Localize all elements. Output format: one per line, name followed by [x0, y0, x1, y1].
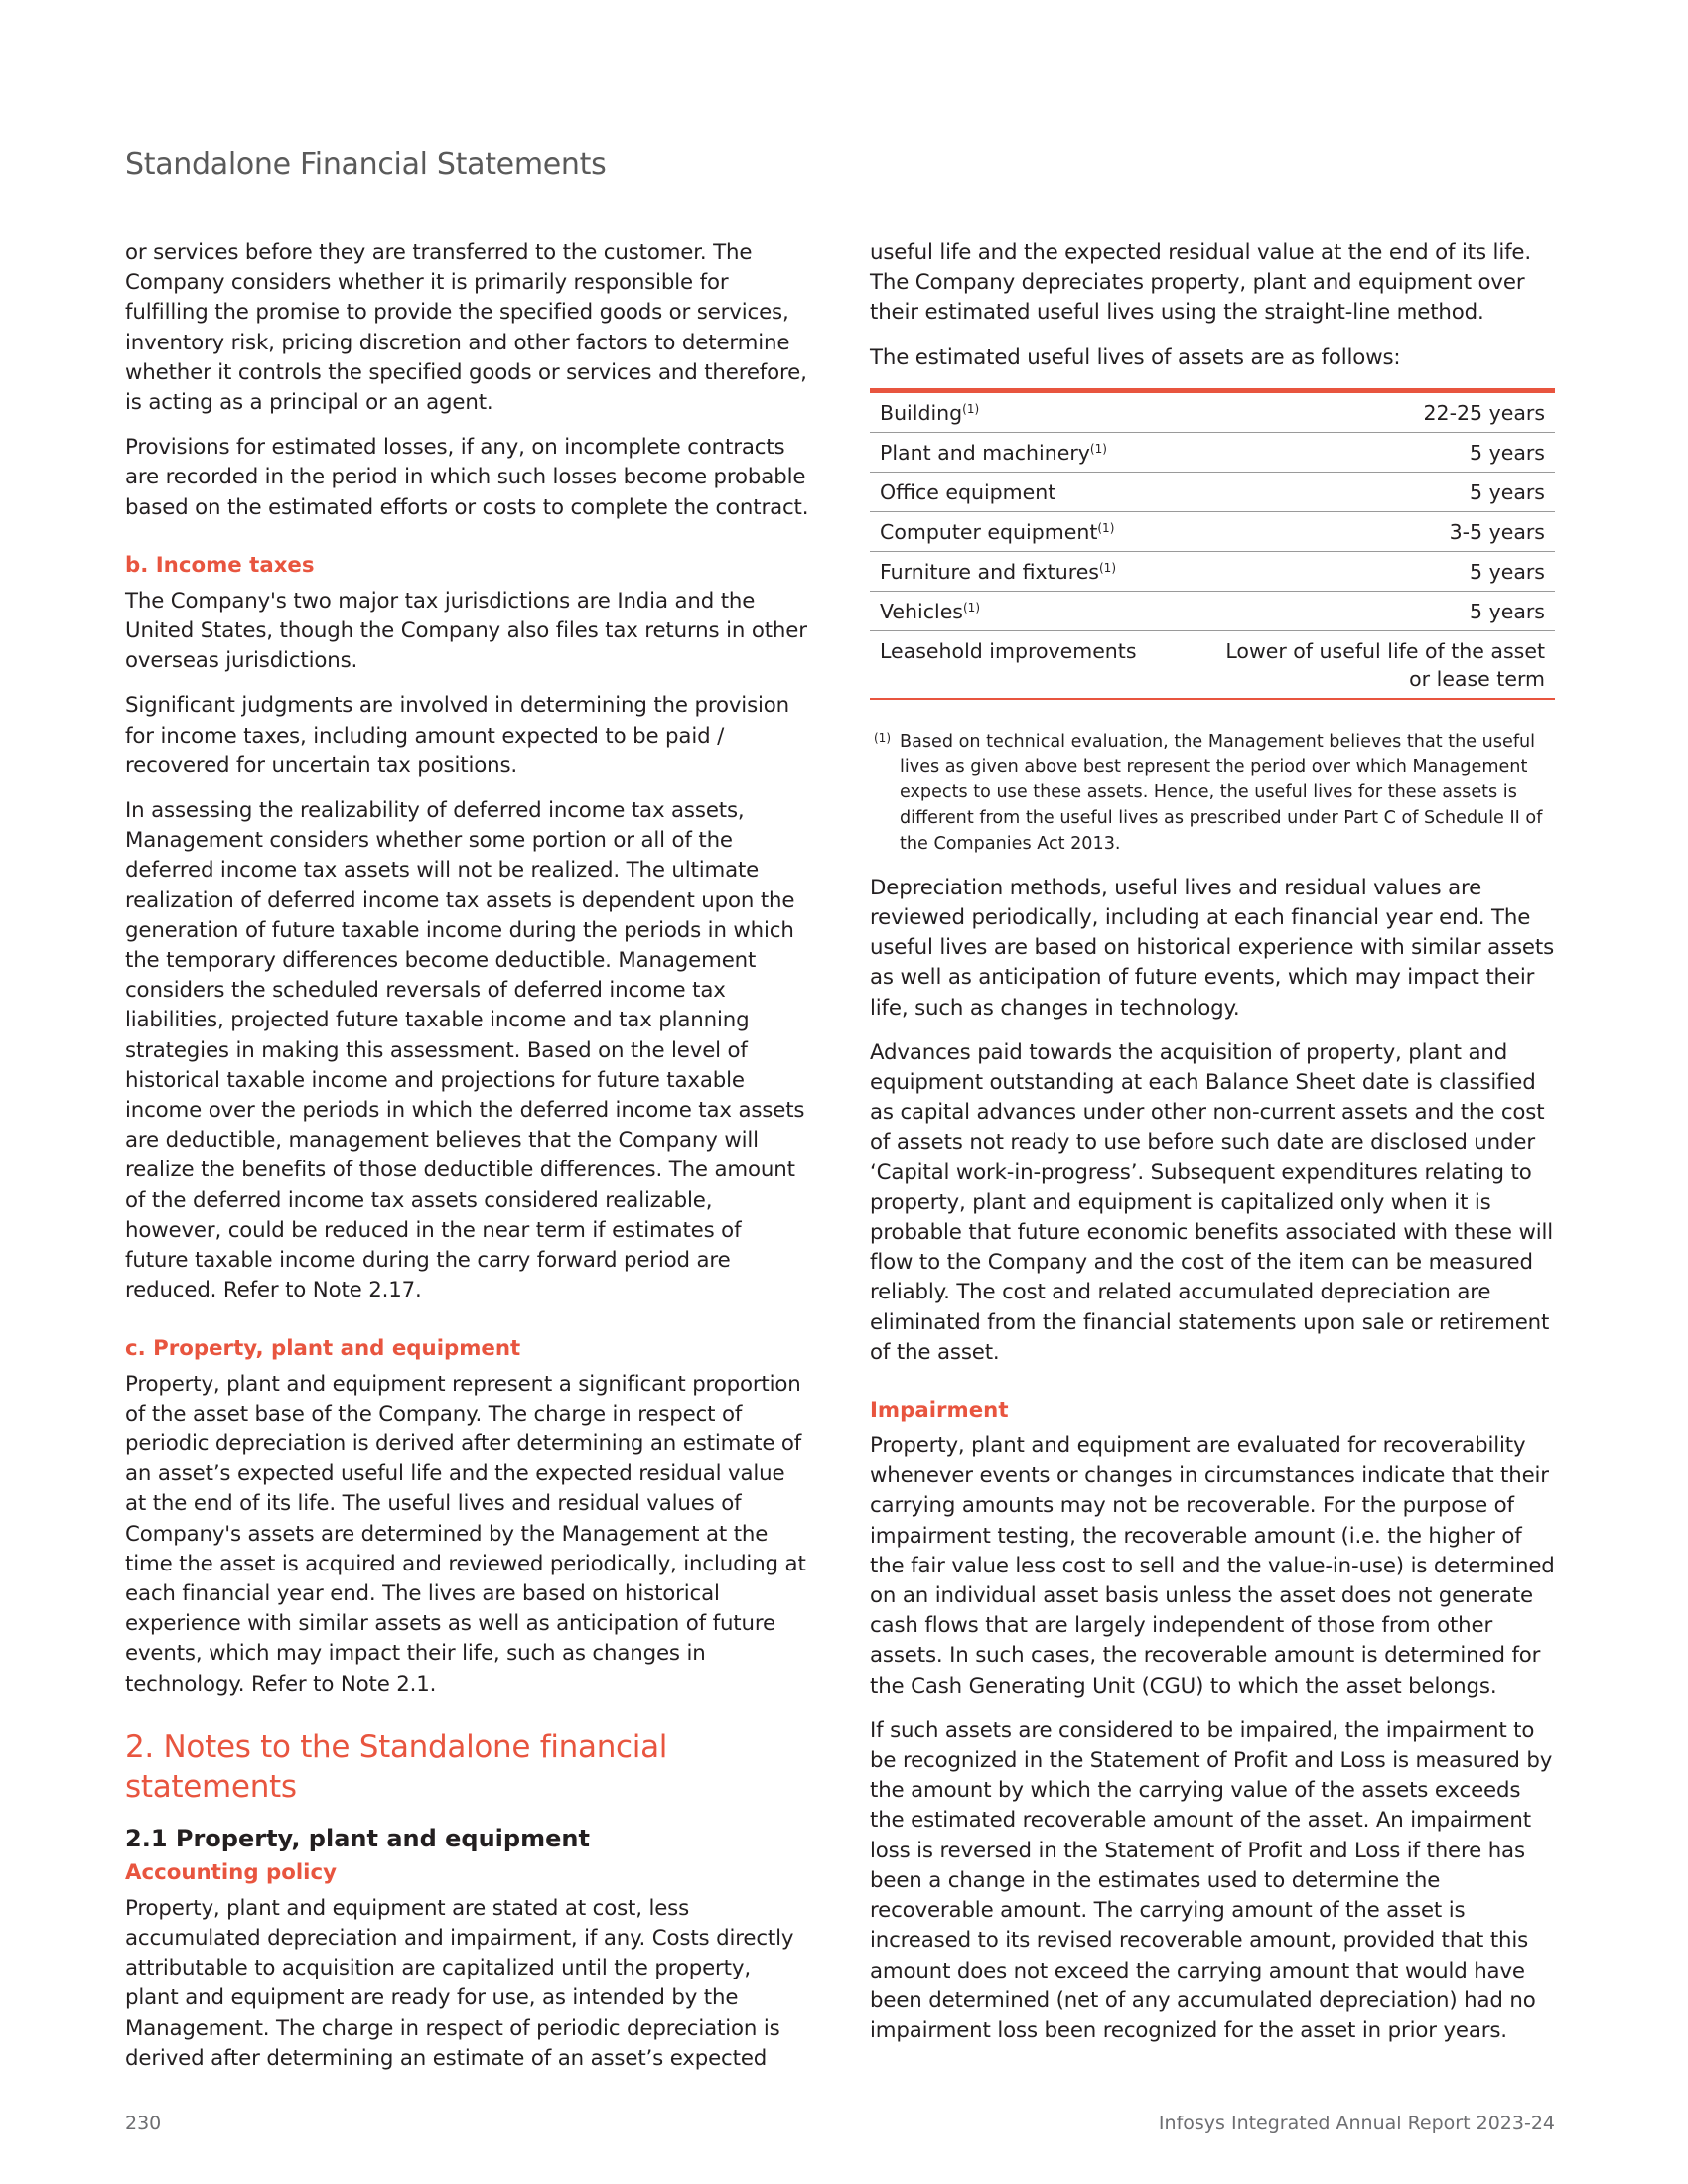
- paragraph: or services before they are transferred to the customer. The Company considers whether it is primarily responsible for fulfilling the promise to provide the specified goods or services, inventory risk, pricing discretion and other factors to determine whether it controls the specified goods or services and therefore, is acting as a principal or an agent.: [125, 240, 807, 416]
- left-column: [125, 238, 810, 2089]
- footer-report-title: Infosys Integrated Annual Report 2023-24: [1158, 2113, 1555, 2134]
- page-number: 230: [125, 2113, 162, 2134]
- paragraph: Property, plant and equipment are evaluated for recoverability whenever events or changes in circumstances indicate that their carrying amounts may not be recoverable. For the purpose of impairment testing, the recoverable amount (i.e. the higher of the fair value less cost to sell and the value-in-use) is determined on an individual asset basis unless the asset does not generate cash flows that are largely independent of those from other assets. In such cases, the recoverable amount is determined for the Cash Generating Unit (CGU) to which the asset belongs.: [870, 1433, 1555, 1699]
- page-header-title: Standalone Financial Statements: [125, 147, 607, 182]
- asset-cell: Vehicles$^{(1)}$: [870, 591, 1207, 630]
- life-cell: 5 years: [1207, 551, 1555, 591]
- table-row: [870, 551, 1555, 591]
- section-heading-ppe: c. Property, plant and equipment: [125, 1335, 521, 1361]
- asset-cell: Building$^{(1)}$: [870, 390, 1207, 432]
- life-cell: 22-25 years: [1207, 390, 1555, 432]
- paragraph: Significant judgments are involved in determining the provision for income taxes, including amount expected to be paid / recovered for uncertain tax positions.: [125, 693, 790, 778]
- footnote-mark: (1): [874, 730, 891, 745]
- asset-cell: Office equipment: [870, 472, 1207, 511]
- table-row: [870, 432, 1555, 472]
- asset-cell: Leasehold improvements: [880, 638, 1137, 663]
- life-cell: 5 years: [1207, 432, 1555, 472]
- table-footnote: [870, 730, 1555, 858]
- asset-cell: Plant and machinery$^{(1)}$: [870, 432, 1207, 472]
- paragraph: Advances paid towards the acquisition of property, plant and equipment outstanding at each Balance Sheet date is classified as capital advances under other non-current assets and the cost of assets not ready to use before such date are disclosed under ‘Capital work-in-progress’. Subsequent expenditures relating to property, plant and equipment is capitalized only when it is probable that future economic benefits associated with these will flow to the Company and the cost of the item can be measured reliably. The cost and related accumulated depreciation are eliminated from the financial statements upon sale or retirement of the asset.: [870, 1039, 1554, 1365]
- table-row: [870, 630, 1555, 699]
- paragraph: The Company's two major tax jurisdictions are India and the United States, though the Company also files tax returns in other overseas jurisdictions.: [125, 588, 807, 674]
- asset-cell: Furniture and fixtures$^{(1)}$: [870, 551, 1207, 591]
- paragraph: Property, plant and equipment represent a significant proportion of the asset base of the Company. The charge in respect of periodic depreciation is derived after determining an estimate of an asset’s expected useful life and the expected residual value at the end of its life. The useful lives and residual values of Company's assets are determined by the Management at the time the asset is acquired and reviewed periodically, including at each financial year end. The lives are based on historical experience with similar assets as well as anticipation of future events, which may impact their life, such as changes in technology. Refer to Note 2.1.: [125, 1371, 806, 1697]
- useful-lives-table: [870, 388, 1555, 700]
- footnote-text: Based on technical evaluation, the Management believes that the useful lives as given above best represent the period over which Management expects to use these assets. Hence, the useful lives for these assets is different from the useful lives as prescribed under Part C of Schedule II of the Companies Act 2013.: [900, 731, 1543, 854]
- table-row: [870, 472, 1555, 511]
- section-heading-income-taxes: b. Income taxes: [125, 552, 315, 578]
- table-row: [870, 591, 1555, 630]
- section-heading-impairment: Impairment: [870, 1398, 1009, 1424]
- right-column: [870, 238, 1555, 2061]
- life-cell: Lower of useful life of the asset or lease term: [1225, 638, 1545, 691]
- paragraph: Provisions for estimated losses, if any, on incomplete contracts are recorded in the period in which such losses become probable based on the estimated efforts or costs to complete the contract.: [125, 435, 809, 520]
- paragraph: If such assets are considered to be impaired, the impairment to be recognized in the Statement of Profit and Loss is measured by the amount by which the carrying value of the assets exceeds the estimated recoverable amount of the asset. An impairment loss is reversed in the Statement of Profit and Loss if there has been a change in the estimates used to determine the recoverable amount. The carrying amount of the asset is increased to its revised recoverable amount, provided that this amount does not exceed the carrying amount that would have been determined (net of any accumulated depreciation) had no impairment loss been recognized for the asset in prior years.: [870, 1717, 1553, 2043]
- life-cell: 5 years: [1207, 591, 1555, 630]
- life-cell: 5 years: [1207, 472, 1555, 511]
- paragraph: Property, plant and equipment are stated at cost, less accumulated depreciation and impairment, if any. Costs directly attributable to acquisition are capitalized until the property, plant and equipment are ready for use, as intended by the Management. The charge in respect of periodic depreciation is derived after determining an estimate of an asset’s expected: [125, 1895, 794, 2071]
- paragraph: useful life and the expected residual value at the end of its life. The Company depreciates property, plant and equipment over their estimated useful lives using the straight-line method.: [870, 240, 1532, 326]
- notes-heading: 2. Notes to the Standalone financial statements: [125, 1728, 668, 1805]
- asset-cell: Computer equipment$^{(1)}$: [870, 511, 1207, 551]
- paragraph: The estimated useful lives of assets are as follows:: [870, 344, 1401, 370]
- paragraph: In assessing the realizability of deferred income tax assets, Management considers whether some portion or all of the deferred income tax assets will not be realized. The ultimate realization of deferred income tax assets is dependent upon the generation of future taxable income during the periods in which the temporary differences become deductible. Management considers the scheduled reversals of deferred income tax liabilities, projected future taxable income and tax planning strategies in making this assessment. Based on the level of historical taxable income and projections for future taxable income over the periods in which the deferred income tax assets are deductible, management believes that the Company will realize the benefits of those deductible differences. The amount of the deferred income tax assets considered realizable, however, could be reduced in the near term if estimates of future taxable income during the carry forward period are reduced. Refer to Note 2.17.: [125, 798, 805, 1303]
- note-2-1-title: 2.1 Property, plant and equipment: [125, 1824, 590, 1852]
- life-cell: 3-5 years: [1207, 511, 1555, 551]
- accounting-policy-heading: Accounting policy: [125, 1859, 337, 1885]
- table-row: [870, 390, 1555, 432]
- paragraph: Depreciation methods, useful lives and residual values are reviewed periodically, including at each financial year end. The useful lives are based on historical experience with similar assets as well as anticipation of future events, which may impact their life, such as changes in technology.: [870, 875, 1555, 1021]
- table-row: [870, 511, 1555, 551]
